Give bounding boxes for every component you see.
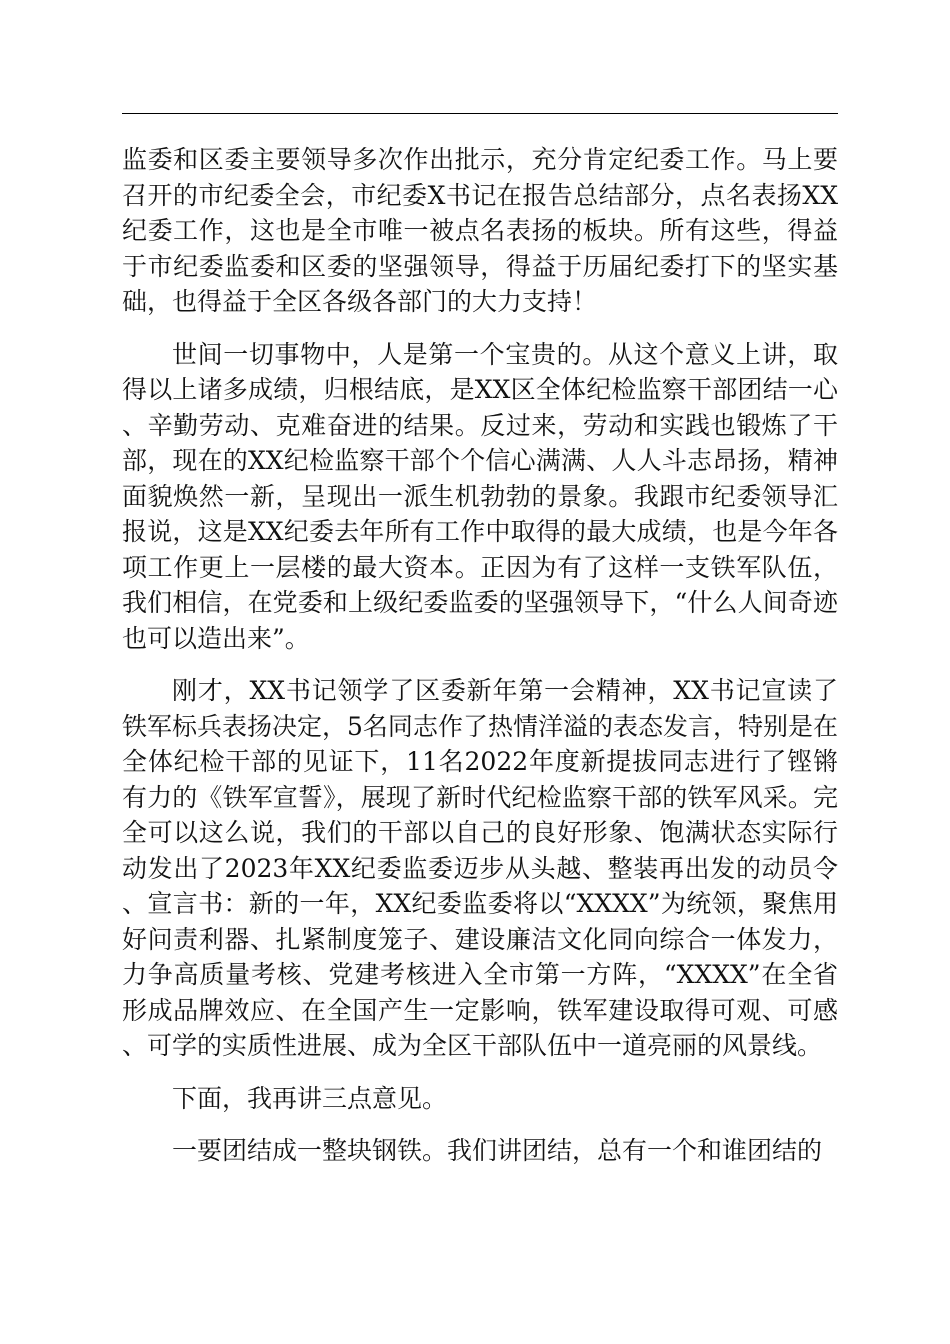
header-rule xyxy=(122,113,838,114)
paragraph: 一要团结成一整块钢铁。我们讲团结，总有一个和谁团结的 xyxy=(172,1136,823,1165)
body-text xyxy=(122,142,838,1186)
paragraph: 刚才，XX书记领学了区委新年第一会精神，XX书记宣读了铁军标兵表扬决定，5名同志作了热情洋溢的表态发言，特别是在全体纪检干部的见证下，11名2022年度新提拔同志进行了铿锵有力的《铁军宣誓》，展现了新时代纪检监察干部的铁军风采。完全可以这么说，我们的干部以自己的良好形象、饱满状态实际行动发出了2023年XX纪委监委迈步从头越、整装再出发的动员令、宣言书：新的一年，XX纪委监委将以“XXXX”为统领，聚焦用好问责利器、扎紧制度笼子、建设廉洁文化同向综合一体发力，力争高质量考核、党建考核进入全市第一方阵，“XXXX”在全省形成品牌效应、在全国产生一定影响，铁军建设取得可观、可感、可学的实质性进展、成为全区干部队伍中一道亮丽的风景线。 xyxy=(122,676,838,1060)
paragraph: 世间一切事物中，人是第一个宝贵的。从这个意义上讲，取得以上诸多成绩，归根结底，是XX区全体纪检监察干部团结一心、辛勤劳动、克难奋进的结果。反过来，劳动和实践也锻炼了干部，现在的XX纪检监察干部个个信心满满、人人斗志昂扬，精神面貌焕然一新，呈现出一派生机勃勃的景象。我跟市纪委领导汇报说，这是XX纪委去年所有工作中取得的最大成绩，也是今年各项工作更上一层楼的最大资本。正因为有了这样一支铁军队伍，我们相信，在党委和上级纪委监委的坚强领导下，“什么人间奇迹也可以造出来”。 xyxy=(122,339,838,653)
paragraph: 监委和区委主要领导多次作出批示，充分肯定纪委工作。马上要召开的市纪委全会，市纪委X书记在报告总结部分，点名表扬XX纪委工作，这也是全市唯一被点名表扬的板块。所有这些，得益于市纪委监委和区委的坚强领导，得益于历届纪委打下的坚实基础，也得益于全区各级各部门的大力支持！ xyxy=(122,145,838,316)
paragraph: 下面，我再讲三点意见。 xyxy=(172,1083,448,1113)
